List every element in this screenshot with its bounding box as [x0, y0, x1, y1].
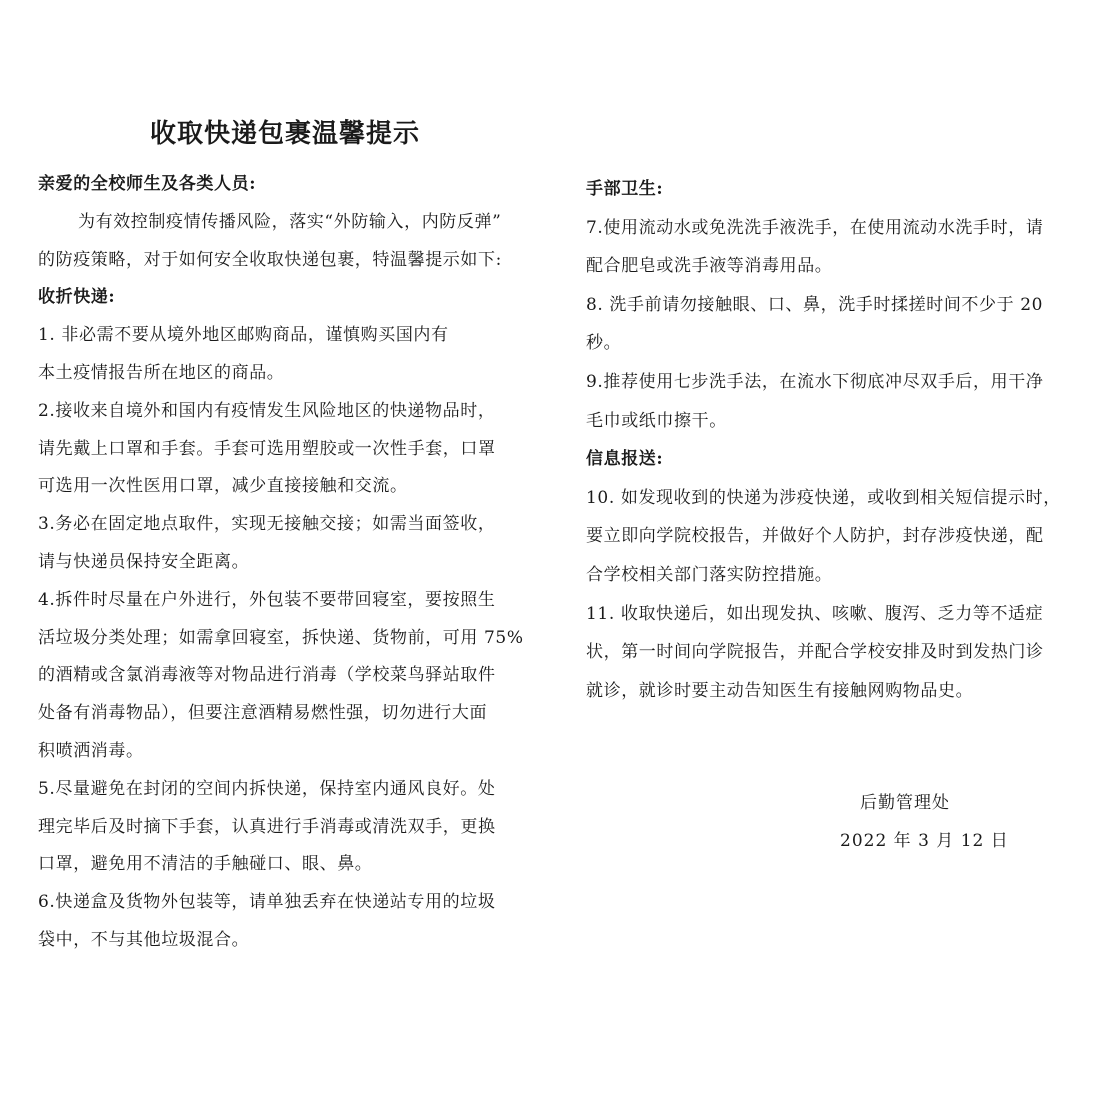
text-line: 理完毕后及时摘下手套，认真进行手消毒或清洗双手，更换 — [38, 816, 496, 837]
signature-department: 后勤管理处 — [860, 793, 950, 813]
text-line: 4.拆件时尽量在户外进行，外包装不要带回寝室，要按照生 — [38, 589, 496, 610]
section-heading-hygiene: 手部卫生: — [586, 179, 664, 199]
text-line: 要立即向学院校报告，并做好个人防护，封存涉疫快递，配 — [586, 526, 1044, 547]
text-line: 的酒精或含氯消毒液等对物品进行消毒（学校菜鸟驿站取件 — [38, 665, 496, 686]
intro-line: 为有效控制疫情传播风险，落实“外防输入，内防反弹” — [78, 211, 502, 232]
text-line: 3.务必在固定地点取件，实现无接触交接；如需当面签收， — [38, 514, 496, 535]
text-line: 请先戴上口罩和手套。手套可选用塑胶或一次性手套，口罩 — [38, 438, 496, 459]
notice-title: 收取快递包裹温馨提示 — [150, 119, 421, 149]
section-heading-report: 信息报送: — [586, 449, 664, 470]
text-line: 请与快递员保持安全距离。 — [38, 551, 250, 572]
text-line: 10. 如发现收到的快递为涉疫快递，或收到相关短信提示时， — [586, 487, 1061, 508]
text-line: 袋中，不与其他垃圾混合。 — [38, 929, 250, 950]
text-line: 活垃圾分类处理；如需拿回寝室，拆快递、货物前，可用 75% — [38, 627, 524, 648]
text-line: 秒。 — [586, 333, 622, 354]
text-line: 6.快递盒及货物外包装等，请单独丢弃在快递站专用的垃圾 — [38, 892, 496, 913]
text-line: 8. 洗手前请勿接触眼、口、鼻，洗手时揉搓时间不少于 20 — [586, 294, 1044, 315]
intro-line: 的防疫策略，对于如何安全收取快递包裹，特温馨提示如下: — [38, 249, 502, 270]
text-line: 合学校相关部门落实防控措施。 — [586, 564, 833, 585]
text-line: 1. 非必需不要从境外地区邮购商品，谨慎购买国内有 — [38, 325, 449, 346]
greeting: 亲爱的全校师生及各类人员: — [38, 174, 257, 194]
text-line: 11. 收取快递后，如出现发执、咳嗽、腹泻、乏力等不适症 — [586, 603, 1044, 624]
right-column — [586, 170, 1096, 710]
text-line: 5.尽量避免在封闭的空间内拆快递，保持室内通风良好。处 — [38, 778, 496, 799]
left-column — [38, 166, 538, 960]
signature-date: 2022 年 3 月 12 日 — [840, 831, 1009, 851]
text-line: 处备有消毒物品），但要注意酒精易燃性强，切勿进行大面 — [38, 703, 488, 724]
text-line: 状，第一时间向学院报告，并配合学校安排及时到发热门诊 — [586, 642, 1044, 663]
text-line: 毛巾或纸巾擦干。 — [586, 410, 727, 431]
text-line: 积喷洒消毒。 — [38, 740, 144, 761]
text-line: 9.推荐使用七步洗手法，在流水下彻底冲尽双手后，用干净 — [586, 371, 1044, 392]
text-line: 口罩，避免用不清洁的手触碰口、眼、鼻。 — [38, 854, 373, 875]
text-line: 本土疫情报告所在地区的商品。 — [38, 362, 285, 383]
text-line: 可选用一次性医用口罩，减少直接接触和交流。 — [38, 476, 408, 497]
text-line: 就诊，就诊时要主动告知医生有接触网购物品史。 — [586, 680, 974, 701]
text-line: 7.使用流动水或免洗洗手液洗手，在使用流动水洗手时，请 — [586, 217, 1044, 238]
text-line: 2.接收来自境外和国内有疫情发生风险地区的快递物品时， — [38, 400, 496, 421]
section-heading-unpack: 收折快递: — [38, 287, 116, 308]
text-line: 配合肥皂或洗手液等消毒用品。 — [586, 256, 833, 277]
